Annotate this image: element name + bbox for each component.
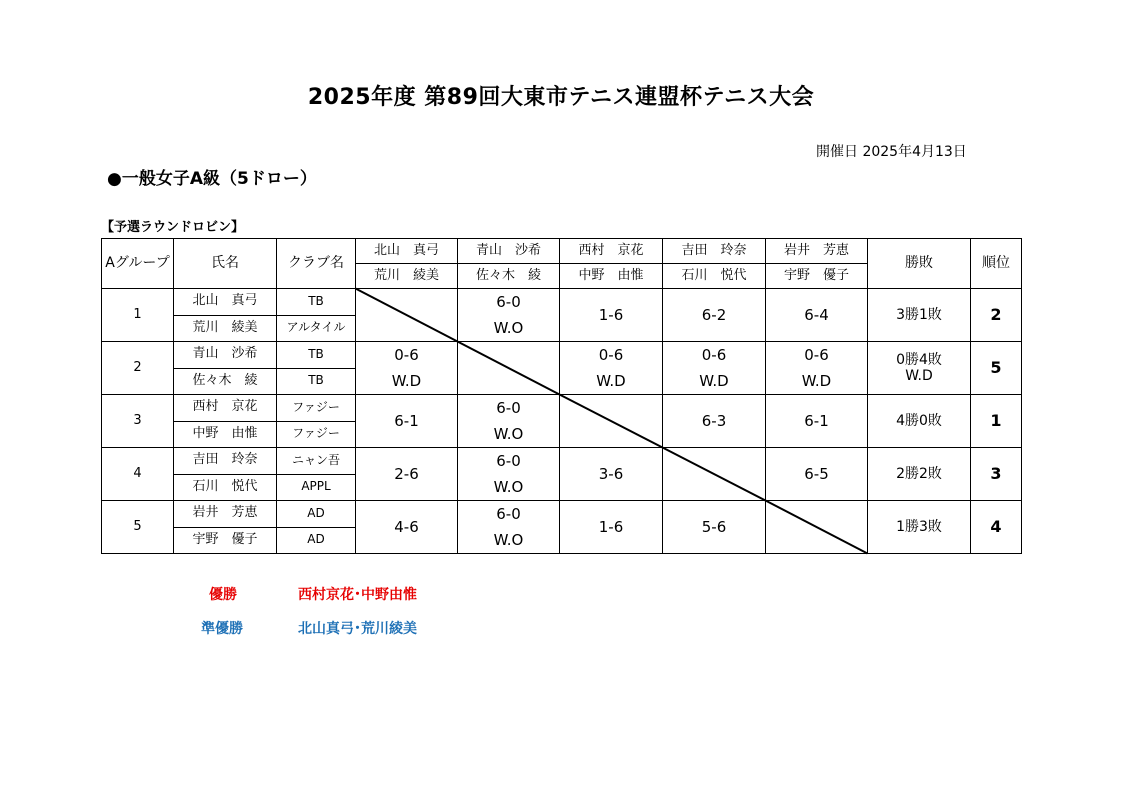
team-row	[102, 342, 1022, 369]
rank: 3	[971, 448, 1022, 501]
header-opponent-player2: 中野 由惟	[560, 264, 663, 289]
match-score	[356, 501, 458, 554]
team-number: 2	[102, 342, 174, 395]
score-note: W.O	[493, 478, 524, 496]
self-match-cell	[356, 289, 458, 342]
header-opponent-player1: 北山 真弓	[356, 239, 458, 264]
score-note: W.D	[801, 372, 832, 390]
match-score	[663, 501, 766, 554]
header-group: Aグループ	[102, 239, 174, 289]
runner-up-label: 準優勝	[201, 621, 243, 637]
record-text: 4勝0敗	[896, 412, 942, 429]
win-loss-record	[868, 289, 971, 342]
header-opponent-player2: 石川 悦代	[663, 264, 766, 289]
player-name: 石川 悦代	[174, 474, 277, 501]
subsection-title: 【予選ラウンドロビン】	[101, 220, 245, 235]
score-line: 6-2	[701, 306, 727, 324]
header-opponent-player2: 荒川 綾美	[356, 264, 458, 289]
player-name: 西村 京花	[174, 395, 277, 422]
header-name: 氏名	[174, 239, 277, 289]
win-loss-record	[868, 448, 971, 501]
record-text: 2勝2敗	[896, 465, 942, 482]
player-name: 青山 沙希	[174, 342, 277, 369]
player-name: 中野 由惟	[174, 421, 277, 448]
match-score	[766, 448, 868, 501]
winner-names: 西村京花･中野由惟	[298, 587, 417, 603]
score-line: 6-0	[496, 293, 521, 311]
header-opponent-player1: 西村 京花	[560, 239, 663, 264]
score-line: 6-1	[394, 412, 419, 430]
round-robin-table	[101, 238, 1022, 554]
club-name: AD	[277, 501, 356, 528]
club-name: ファジー	[277, 395, 356, 422]
score-line: 1-6	[598, 306, 624, 324]
club-name: TB	[277, 289, 356, 316]
score-line: 1-6	[598, 518, 624, 536]
self-match-cell	[766, 501, 868, 554]
score-line: 3-6	[598, 465, 624, 483]
header-opponent-player1: 岩井 芳恵	[766, 239, 868, 264]
rank: 1	[971, 395, 1022, 448]
team-row	[102, 448, 1022, 475]
match-score	[766, 289, 868, 342]
section-title: ●一般女子A級（5ドロー）	[107, 169, 317, 189]
team-row	[102, 395, 1022, 422]
team-row	[102, 289, 1022, 316]
club-name: TB	[277, 342, 356, 369]
club-name: アルタイル	[277, 315, 356, 342]
match-score	[560, 448, 663, 501]
score-line: 6-1	[804, 412, 829, 430]
runner-up-names: 北山真弓･荒川綾美	[298, 621, 417, 637]
score-line: 2-6	[394, 465, 419, 483]
event-date: 開催日 2025年4月13日	[816, 144, 967, 160]
score-line: 6-0	[496, 399, 521, 417]
win-loss-record	[868, 501, 971, 554]
self-match-cell	[458, 342, 560, 395]
player-name: 佐々木 綾	[174, 368, 277, 395]
win-loss-record	[868, 342, 971, 395]
match-score	[560, 342, 663, 395]
player-name: 北山 真弓	[174, 289, 277, 316]
match-score	[766, 342, 868, 395]
club-name: APPL	[277, 474, 356, 501]
header-record: 勝敗	[868, 239, 971, 289]
match-score	[663, 289, 766, 342]
score-note: W.O	[493, 319, 524, 337]
score-line: 0-6	[804, 346, 829, 364]
score-note: W.O	[493, 425, 524, 443]
player-name: 宇野 優子	[174, 527, 277, 554]
score-note: W.O	[493, 531, 524, 549]
match-score	[663, 395, 766, 448]
record-text: 1勝3敗	[896, 518, 942, 535]
record-text: 0勝4敗	[896, 351, 942, 368]
club-name: ファジー	[277, 421, 356, 448]
win-loss-record	[868, 395, 971, 448]
score-line: 0-6	[598, 346, 624, 364]
header-opponent-player2: 宇野 優子	[766, 264, 868, 289]
score-line: 6-0	[496, 505, 521, 523]
club-name: TB	[277, 368, 356, 395]
match-score	[458, 289, 560, 342]
match-score	[560, 501, 663, 554]
match-score	[458, 501, 560, 554]
self-match-cell	[663, 448, 766, 501]
rank: 4	[971, 501, 1022, 554]
score-line: 0-6	[701, 346, 727, 364]
page-title: 2025年度 第89回大東市テニス連盟杯テニス大会	[307, 85, 815, 110]
team-number: 1	[102, 289, 174, 342]
header-opponent-player1: 青山 沙希	[458, 239, 560, 264]
team-number: 5	[102, 501, 174, 554]
club-name: ニャン吾	[277, 448, 356, 475]
match-score	[560, 289, 663, 342]
team-row	[102, 501, 1022, 528]
score-note: W.D	[391, 372, 422, 390]
rank: 2	[971, 289, 1022, 342]
score-line: 6-5	[804, 465, 829, 483]
player-name: 荒川 綾美	[174, 315, 277, 342]
player-name: 吉田 玲奈	[174, 448, 277, 475]
match-score	[458, 395, 560, 448]
rank: 5	[971, 342, 1022, 395]
header-opponent-player2: 佐々木 綾	[458, 264, 560, 289]
score-line: 6-3	[701, 412, 727, 430]
header-row	[102, 239, 1022, 264]
record-text: 3勝1敗	[896, 306, 942, 323]
header-rank: 順位	[971, 239, 1022, 289]
score-note: W.D	[699, 372, 729, 390]
record-note: W.D	[905, 368, 933, 384]
score-line: 5-6	[701, 518, 727, 536]
match-score	[766, 395, 868, 448]
score-line: 4-6	[394, 518, 419, 536]
match-score	[356, 448, 458, 501]
team-number: 4	[102, 448, 174, 501]
club-name: AD	[277, 527, 356, 554]
header-opponent-player1: 吉田 玲奈	[663, 239, 766, 264]
team-number: 3	[102, 395, 174, 448]
score-line: 0-6	[394, 346, 419, 364]
match-score	[356, 342, 458, 395]
player-name: 岩井 芳恵	[174, 501, 277, 528]
score-note: W.D	[596, 372, 626, 390]
match-score	[458, 448, 560, 501]
score-line: 6-4	[804, 306, 829, 324]
match-score	[663, 342, 766, 395]
header-club: クラブ名	[277, 239, 356, 289]
score-line: 6-0	[496, 452, 521, 470]
match-score	[356, 395, 458, 448]
winner-label: 優勝	[209, 587, 237, 603]
self-match-cell	[560, 395, 663, 448]
